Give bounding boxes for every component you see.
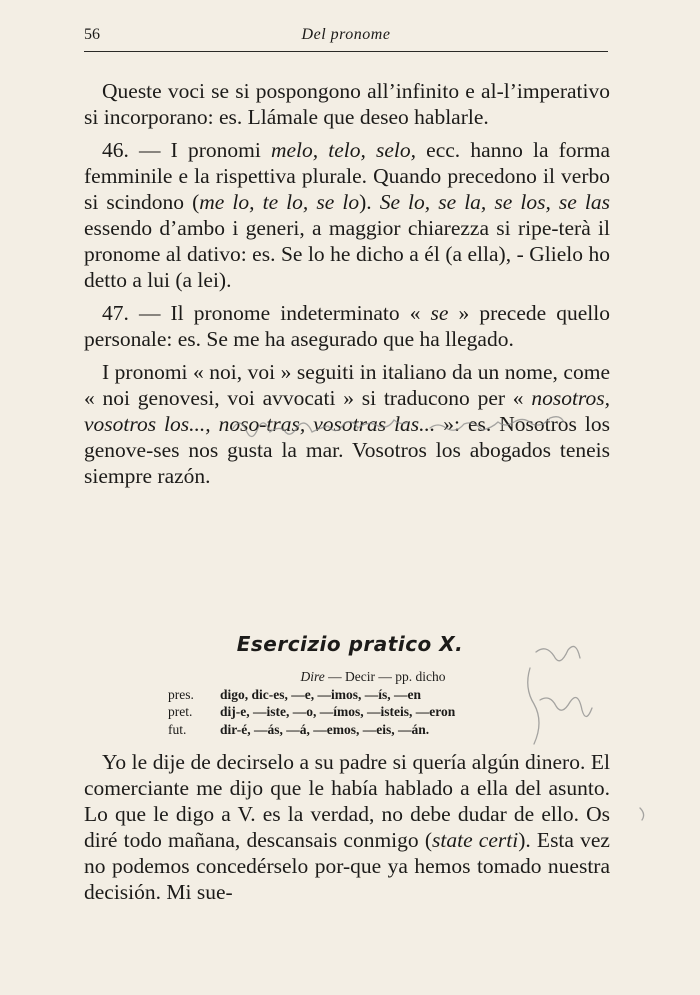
paragraph-47: 47. — Il pronome indeterminato « se » precede quello personale: es. Se me ha asegurado que ha llegado. [84,301,610,351]
exercise-paragraph: Yo le dije de decirselo a su padre si quería algún dinero. El comerciante me dijo que le había hablado a ella del asunto. Lo que le digo a V. es la verdad, no debe dudar de ello. Os diré todo mañana, descansais conmigo (state certi). Esta vez no podemos concedérselo por-que ya hemos tomado nuestra decisión. Mi sue- [84,750,610,904]
paragraph-incorporation: Queste voci se si pospongono all’infinito e al-l’imperativo si incorporano: es. Llámale que deseo hablarle. [84,79,610,129]
section-pronouns-text [84,78,610,496]
conjugation-row: pres. digo, dic-es, —e, —imos, —ís, —en [168,686,421,702]
page-header [84,26,608,48]
conjugation-row: pret. dij-e, —iste, —o, —ímos, —isteis, —eron [168,704,456,719]
exercise-title: Esercizio pratico X. [236,632,464,656]
conjugation-heading: Dire — Decir — pp. dicho [300,669,446,684]
paragraph-noi-voi: I pronomi « noi, voi » seguiti in italiano da un nome, come « noi genovesi, voi avvocati » si traducono per « nosotros, vosotros los..., noso-tras, vosotras las... »: es. Nosotros los genove-ses nos gusta la mar. Vosotros los abogados teneis siempre razón. [84,360,610,488]
header-rule [84,51,608,52]
exercise-text [84,749,610,912]
conjugation-table [168,668,548,738]
conjugation-row: fut. dir-é, —ás, —á, —emos, —eis, —án. [168,721,430,737]
page-number: 56 [84,26,100,43]
paragraph-46: 46. — I pronomi melo, telo, selo, ecc. hanno la forma femminile e la rispettiva plurale. Quando precedono il verbo si scindono (me lo, te lo, se lo). Se lo, se la, se los, se las essendo d’ambo i generi, a maggior chiarezza si ripe-terà il pronome al dativo: es. Se lo he dicho a él (a ella), - Glielo ho detto a lui (a lei). [84,138,610,292]
running-title: Del pronome [301,26,391,43]
